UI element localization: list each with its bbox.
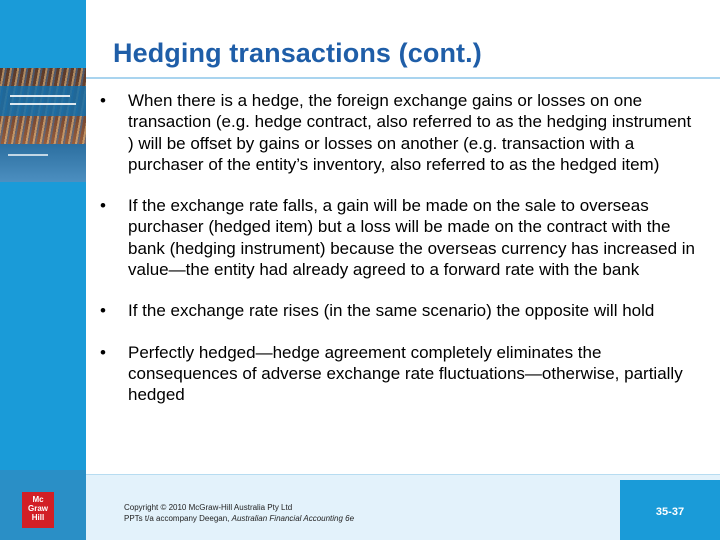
course-reference-line (124, 513, 354, 524)
logo-text-line: Mc (32, 495, 44, 504)
book-cover-lower-panel (0, 144, 86, 182)
book-cover-title-line (10, 103, 76, 105)
slide-title: Hedging transactions (cont.) (113, 38, 482, 68)
bullet-text: Perfectly hedged—hedge agreement completely eliminates the consequences of adverse exchange rate fluctuations—otherwise, partially hedged (128, 342, 683, 405)
textbook-title: Australian Financial Accounting 6e (231, 514, 355, 523)
bullet-item (100, 342, 700, 406)
book-cover-title-banner (0, 86, 86, 116)
book-cover-title-line (10, 95, 70, 97)
bullet-item (100, 90, 700, 175)
bullet-marker: • (100, 301, 106, 321)
book-cover-author-line (8, 154, 48, 156)
bullet-item (100, 300, 700, 321)
bullet-marker: • (100, 196, 106, 216)
copyright-notice (124, 502, 354, 524)
page-number: 35-37 (655, 506, 685, 518)
bullet-marker: • (100, 91, 106, 110)
bullet-marker: • (100, 342, 106, 362)
bullet-text: When there is a hedge, the foreign exchange gains or losses on one transaction (e.g. hedge contract, also referred to as the hedging instrument ) will be offset by gains or losses on another (e.g. transaction with a purchaser of the entity’s inventory, also referred to as the hedged item) (128, 91, 692, 174)
copyright-line: Copyright © 2010 McGraw-Hill Australia Pty Ltd (124, 503, 293, 512)
mcgraw-hill-logo (22, 492, 54, 528)
title-divider (86, 77, 720, 79)
book-cover-image (0, 68, 86, 182)
logo-text-line: Hill (31, 513, 45, 522)
bullet-text: If the exchange rate rises (in the same scenario) the opposite will hold (128, 301, 655, 321)
logo-text-line: Graw (27, 504, 48, 513)
bullet-list (100, 90, 700, 426)
course-reference-prefix: PPTs t/a accompany Deegan, (124, 514, 232, 523)
bullet-text: If the exchange rate falls, a gain will be made on the sale to overseas purchaser (hedged item) but a loss will be made on the contract with the bank (hedging instrument) because the overseas currency has increased in value—the entity had already agreed to a forward rate with the bank (128, 196, 695, 280)
bullet-item (100, 195, 700, 280)
